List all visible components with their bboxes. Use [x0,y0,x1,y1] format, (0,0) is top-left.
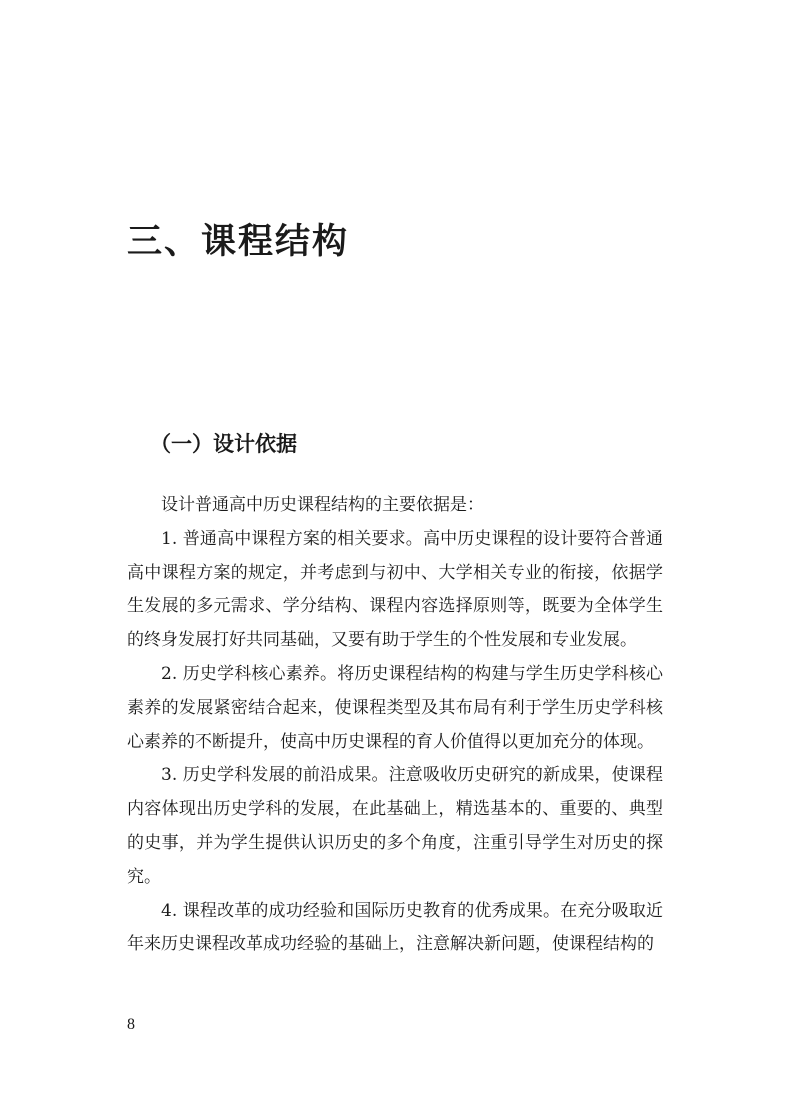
paragraph-item-3: 3. 历史学科发展的前沿成果。注意吸收历史研究的新成果，使课程内容体现出历史学科的发展，在此基础上，精选基本的、重要的、典型的史事，并为学生提供认识历史的多个角度，注重引导学生对历史的探究。 [127,765,663,887]
body-text [127,489,663,962]
paragraph-item-2: 2. 历史学科核心素养。将历史课程结构的构建与学生历史学科核心素养的发展紧密结合起来，使课程类型及其布局有利于学生历史学科核心素养的不断提升，使高中历史课程的育人价值得以更加充分的体现。 [127,663,663,752]
page-number: 8 [127,1016,135,1033]
chapter-title: 三、课程结构 [127,222,350,262]
paragraph-item-4: 4. 课程改革的成功经验和国际历史教育的优秀成果。在充分吸取近年来历史课程改革成功经验的基础上，注意解决新问题，使课程结构的 [127,900,663,955]
paragraph-item-1: 1. 普通高中课程方案的相关要求。高中历史课程的设计要符合普通高中课程方案的规定，并考虑到与初中、大学相关专业的衔接，依据学生发展的多元需求、学分结构、课程内容选择原则等，既要为全体学生的终身发展打好共同基础，又要有助于学生的个性发展和专业发展。 [127,528,663,651]
paragraph-intro: 设计普通高中历史课程结构的主要依据是： [161,495,484,515]
section-title: （一）设计依据 [150,432,297,456]
